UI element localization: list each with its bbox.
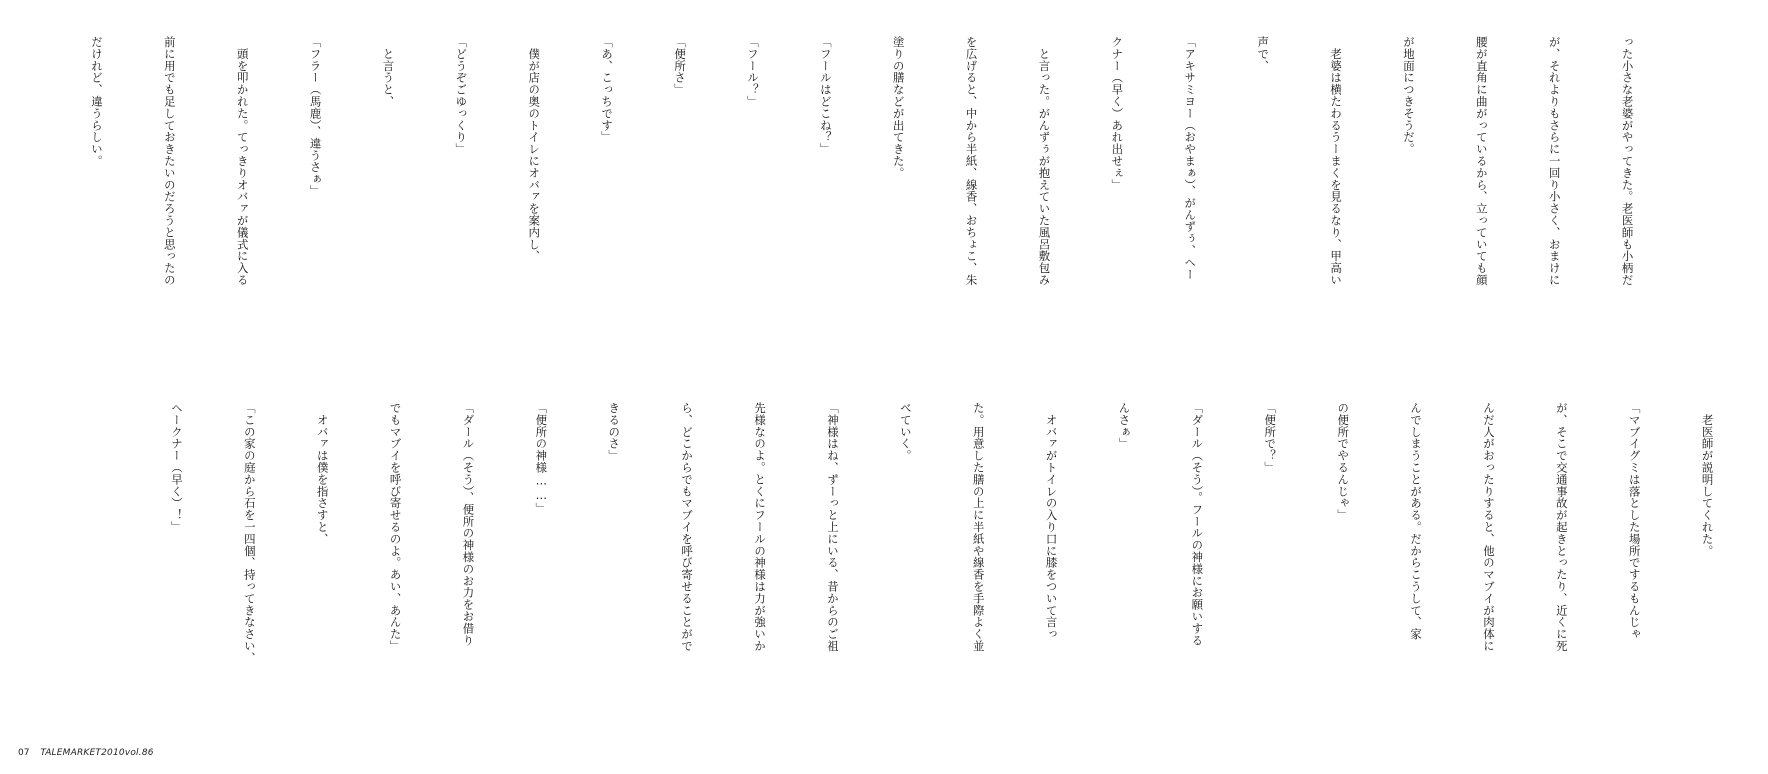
- text-line: オバァがトイレの入り口に膝をついて言っ: [1044, 402, 1059, 640]
- text-line: 塗りの膳などが出てきた。: [891, 36, 906, 179]
- text-line: ら、どこからでもマブイを呼び寄せることがで: [680, 402, 695, 652]
- text-line: 腰が直角に曲がっているから、立っていても顔: [1474, 36, 1489, 286]
- text-line: た。用意した膳の上に半紙や線香を手際よく並: [971, 402, 986, 652]
- text-line: 老医師が説明してくれた。: [1700, 402, 1715, 557]
- text-line: 前に用でも足しておきたいのだろうと思ったの: [162, 36, 177, 286]
- text-line: を広げると、中から半紙、線香、おちょこ、朱: [964, 36, 979, 286]
- magazine-title: TALEMARKET2010vol.86: [40, 748, 154, 758]
- text-line: 「フラー（馬鹿）、違うさぁ」: [308, 36, 323, 197]
- text-line: った小さな老婆がやってきた。老医師も小柄だ: [1620, 36, 1635, 286]
- text-line: と言うと、: [381, 36, 396, 108]
- text-line: 「ダール（そう）、便所の神様のお力をお借り: [461, 402, 476, 647]
- text-line: 「便所さ」: [673, 36, 688, 96]
- text-line: 「あ、こっちです」: [600, 36, 615, 144]
- text-line: 声で、: [1256, 36, 1271, 72]
- text-line: 「どうぞごゆっくり」: [454, 36, 469, 155]
- text-line: 老婆は横たわるうーまくを見るなり、甲高い: [1329, 36, 1344, 286]
- text-line: 頭を叩かれた。てっきりオバァが儀式に入る: [235, 36, 250, 286]
- text-line: の便所でやるんじゃ」: [1336, 402, 1351, 521]
- text-line: 「便所で？」: [1263, 402, 1278, 474]
- text-line: ヘークナー（早く）！」: [169, 402, 184, 533]
- text-line: んでしまうことがある。だからこうして、家: [1409, 402, 1424, 640]
- text-line: クナー（早く）あれ出せぇ」: [1110, 36, 1125, 191]
- text-line: 「神様はね、ずーっと上にいる、昔からのご祖: [825, 402, 840, 652]
- text-line: 「マブイグミは落とした場所でするもんじゃ: [1627, 402, 1642, 640]
- page-footer: [18, 748, 154, 758]
- text-line: 「ダール（そう）。フールの神様にお願いする: [1190, 402, 1205, 647]
- text-line: が、それよりもさらに一回り小さく、おまけに: [1547, 36, 1562, 286]
- text-line: きるのさ」: [607, 402, 622, 462]
- text-line: 「アキサミヨー（おやまぁ）、がんずぅ、ヘー: [1183, 36, 1198, 281]
- text-line: が地面につきそうだ。: [1401, 36, 1416, 155]
- text-line: だけれど、違うらしい。: [89, 36, 104, 167]
- text-line: 先様なのよ。とくにフールの神様は力が強いか: [753, 402, 768, 652]
- text-line: 「フール？」: [745, 36, 760, 108]
- text-line: 「フールはどこね？」: [818, 36, 833, 155]
- text-line: 「この家の庭から石を一四個、持ってきなさい、: [242, 402, 257, 664]
- text-line: が、そこで交通事故が起きとったり、近くに死: [1554, 402, 1569, 652]
- text-line: でもマブイを呼び寄せるのよ。あい、あんた」: [388, 402, 403, 652]
- text-block-lower: [116, 402, 1768, 752]
- text-line: と言った。がんずぅが抱えていた風呂敷包み: [1037, 36, 1052, 286]
- text-line: んだ人がおったりすると、他のマブイが肉体に: [1481, 402, 1496, 652]
- page-number: 07: [18, 748, 30, 758]
- text-line: べていく。: [898, 402, 913, 462]
- text-line: んさぁ」: [1117, 402, 1132, 450]
- text-block-upper: [36, 36, 1688, 386]
- text-line: 僕が店の奥のトイレにオバァを案内し、: [527, 36, 542, 263]
- text-line: 「便所の神様……」: [534, 402, 549, 515]
- text-line: オバァは僕を指さすと、: [315, 402, 330, 545]
